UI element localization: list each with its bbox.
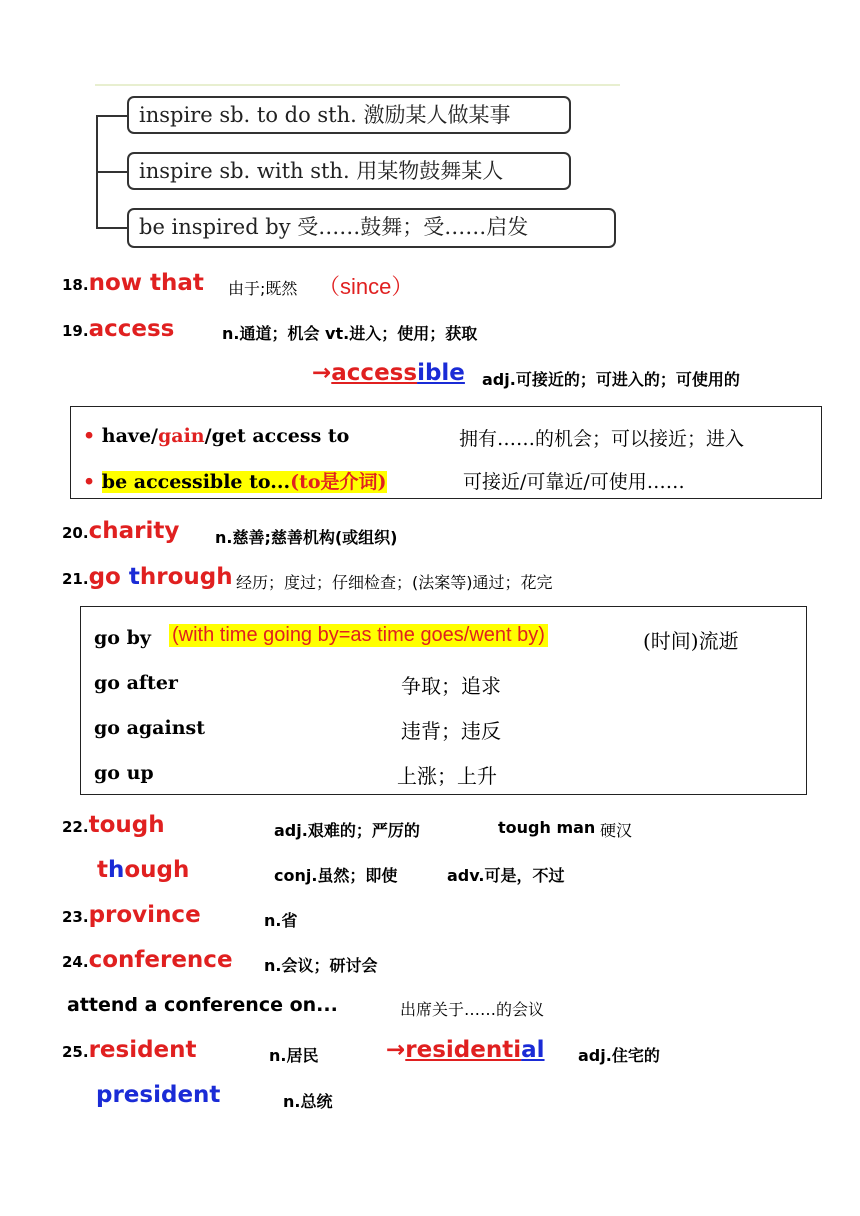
go-row-en: go by <box>94 627 151 649</box>
bullet-icon: • <box>83 471 96 493</box>
entry-word-part: ough <box>167 564 233 590</box>
access-phrase-box <box>70 406 822 499</box>
entry-22-word2-meaning: conj.虽然；即使 <box>274 866 398 885</box>
inspire-box-3: be inspired by 受……鼓舞；受……启发 <box>127 208 616 248</box>
entry-number: 25. <box>62 1043 89 1061</box>
entry-25-meaning: n.居民 <box>269 1046 319 1065</box>
inspire-box-1: inspire sb. to do sth. 激励某人做某事 <box>127 96 571 134</box>
entry-22-example-cn: 硬汉 <box>600 821 633 840</box>
entry-25 <box>62 1037 197 1063</box>
entry-21-meaning: 经历；度过；仔细检查；(法案等)通过；花完 <box>236 573 553 592</box>
entry-22-meaning: adj.艰难的；严厉的 <box>274 821 420 840</box>
access-row-1 <box>83 425 349 447</box>
go-row-highlight: (with time going by=as time goes/went by) <box>169 624 548 647</box>
entry-25-derived <box>386 1037 545 1063</box>
entry-22-word2 <box>97 857 189 883</box>
entry-19-meaning: n.通道；机会 vt.进入；使用；获取 <box>222 324 478 343</box>
tree-branch <box>96 227 128 229</box>
entry-18-note: （since） <box>318 274 414 299</box>
entry-number: 21. <box>62 570 89 588</box>
phrase-note: (to是介词) <box>290 471 387 493</box>
access-row-2-cn: 可接近/可靠近/可使用…… <box>463 471 685 493</box>
entry-19-derived-meaning: adj.可接近的；可进入的；可使用的 <box>482 370 740 389</box>
tree-branch <box>96 171 128 173</box>
entry-word: conference <box>88 947 233 973</box>
arrow-icon: → <box>312 360 332 386</box>
derived-word-stem: residenti <box>405 1037 522 1063</box>
phrase-attend-conference: attend a conference on... <box>67 994 338 1016</box>
entry-word: province <box>88 902 201 928</box>
entry-number: 24. <box>62 953 89 971</box>
entry-number: 18. <box>62 276 89 294</box>
entry-word: charity <box>88 518 180 544</box>
derived-word-stem: access <box>331 360 418 386</box>
entry-19 <box>62 316 174 342</box>
go-phrase-box <box>80 606 807 795</box>
entry-word: tough <box>88 812 165 838</box>
phrase-part: /get access to <box>204 425 350 447</box>
entry-word: now that <box>88 270 204 296</box>
entry-number: 19. <box>62 322 89 340</box>
arrow-icon: → <box>386 1037 406 1063</box>
highlighted-phrase <box>102 471 387 493</box>
access-row-2 <box>83 467 387 494</box>
entry-24 <box>62 947 233 973</box>
entry-word-part: t <box>128 564 140 590</box>
tree-branch <box>96 115 128 117</box>
entry-22-word2-meaning: adv.可是，不过 <box>447 866 565 885</box>
entry-word: resident <box>88 1037 197 1063</box>
entry-22 <box>62 812 165 838</box>
entry-23 <box>62 902 201 928</box>
entry-word-part: h <box>108 857 125 883</box>
go-row-cn: (时间)流逝 <box>643 629 739 653</box>
entry-18 <box>62 270 204 296</box>
go-row-cn: 上涨；上升 <box>397 764 497 788</box>
entry-word-part: t <box>97 857 108 883</box>
entry-22-example: tough man <box>498 818 596 837</box>
entry-24-meaning: n.会议；研讨会 <box>264 956 378 975</box>
entry-21 <box>62 564 233 590</box>
entry-25-derived-meaning: adj.住宅的 <box>578 1046 660 1065</box>
go-row-en: go up <box>94 762 154 784</box>
entry-word-part: go <box>88 564 129 590</box>
phrase-gain: gain <box>157 425 205 447</box>
go-row-en: go after <box>94 672 178 694</box>
go-row-cn: 违背；违反 <box>401 719 501 743</box>
entry-number: 23. <box>62 908 89 926</box>
go-row-cn: 争取；追求 <box>401 674 501 698</box>
phrase-en: be accessible to... <box>101 471 291 493</box>
inspire-box-2: inspire sb. with sth. 用某物鼓舞某人 <box>127 152 571 190</box>
entry-word-part: hr <box>139 564 168 590</box>
entry-word-part: ough <box>124 857 190 883</box>
top-rule <box>95 84 620 86</box>
entry-number: 22. <box>62 818 89 836</box>
derived-word-suffix: al <box>521 1037 545 1063</box>
bullet-icon: • <box>83 425 96 447</box>
entry-20 <box>62 518 179 544</box>
entry-25-word2: president <box>96 1082 221 1108</box>
entry-number: 20. <box>62 524 89 542</box>
phrase-part: have/ <box>101 425 158 447</box>
go-row-en: go against <box>94 717 205 739</box>
entry-word: access <box>88 316 175 342</box>
entry-23-meaning: n.省 <box>264 911 298 930</box>
access-row-1-cn: 拥有……的机会；可以接近；进入 <box>459 428 745 450</box>
entry-18-meaning: 由于;既然 <box>228 279 298 298</box>
phrase-attend-conference-cn: 出席关于……的会议 <box>400 1000 545 1019</box>
entry-19-derived <box>312 360 465 386</box>
entry-25-word2-meaning: n.总统 <box>283 1092 333 1111</box>
entry-20-meaning: n.慈善;慈善机构(或组织) <box>215 528 398 547</box>
derived-word-suffix: ible <box>417 360 465 386</box>
